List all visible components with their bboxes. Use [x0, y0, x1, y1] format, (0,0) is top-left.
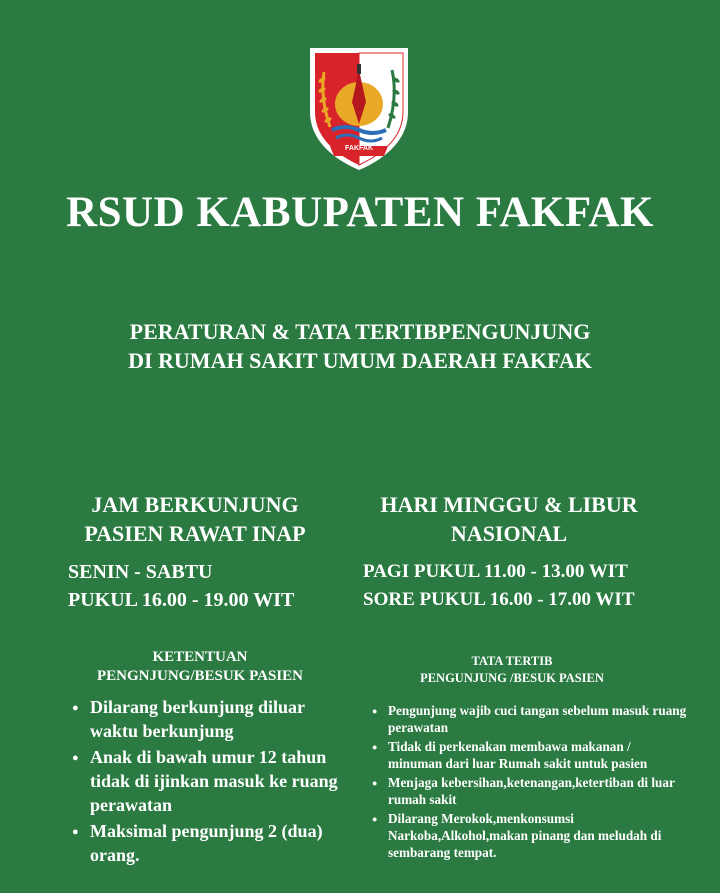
subtitle-line-1: PERATURAN & TATA TERTIBPENGUNJUNG — [129, 319, 591, 344]
weekday-hours: PUKUL 16.00 - 19.00 WIT — [68, 589, 295, 611]
conduct-rules-list — [370, 702, 688, 863]
holiday-heading-line-2: NASIONAL — [450, 521, 568, 546]
holiday-heading-line-1: HARI MINGGU & LIBUR — [380, 492, 638, 517]
list-item: ● Tidak di perkenakan membawa makanan / minuman dari luar Rumah sakit untuk pasien — [370, 738, 688, 772]
visitor-rules-list — [70, 695, 355, 869]
holiday-morning-hours: PAGI PUKUL 11.00 - 13.00 WIT — [363, 561, 628, 582]
conduct-rules-heading — [372, 653, 652, 687]
conduct-rules-heading-line-1: TATA TERTIB — [471, 654, 553, 668]
visitor-rules-heading-line-2: PENGNJUNG/BESUK PASIEN — [96, 668, 303, 684]
weekday-schedule — [68, 558, 294, 614]
list-item: ● Dilarang berkunjung diluar waktu berkunjung — [70, 695, 355, 743]
weekday-days: SENIN - SABTU — [68, 561, 213, 583]
emblem-logo — [306, 42, 412, 172]
holiday-heading — [350, 490, 668, 548]
shield-emblem-icon — [306, 42, 412, 172]
subtitle-line-2: DI RUMAH SAKIT UMUM DAERAH FAKFAK — [128, 348, 592, 373]
visiting-hours-heading — [55, 490, 335, 548]
holiday-afternoon-hours: SORE PUKUL 16.00 - 17.00 WIT — [363, 589, 635, 610]
list-item: ● Menjaga kebersihan,ketenangan,ketertiban di luar rumah sakit — [370, 774, 688, 808]
visitor-rules-heading — [55, 648, 345, 686]
list-item: ● Dilarang Merokok,menkonsumsi Narkoba,Alkohol,makan pinang dan meludah di sembarang tempat. — [370, 810, 688, 861]
logo-text: FAKFAK — [345, 145, 373, 152]
visiting-hours-heading-line-2: PASIEN RAWAT INAP — [84, 521, 306, 546]
list-item: ● Pengunjung wajib cuci tangan sebelum masuk ruang perawatan — [370, 702, 688, 736]
conduct-rules-heading-line-2: PENGUNJUNG /BESUK PASIEN — [420, 671, 604, 685]
page-title: RSUD KABUPATEN FAKFAK — [66, 189, 654, 236]
list-item: ● Anak di bawah umur 12 tahun tidak di ijinkan masuk ke ruang perawatan — [70, 745, 355, 817]
list-item: ● Maksimal pengunjung 2 (dua) orang. — [70, 819, 355, 867]
visitor-rules-heading-line-1: KETENTUAN — [152, 649, 248, 665]
visiting-hours-heading-line-1: JAM BERKUNJUNG — [91, 492, 299, 517]
holiday-schedule — [363, 558, 635, 614]
